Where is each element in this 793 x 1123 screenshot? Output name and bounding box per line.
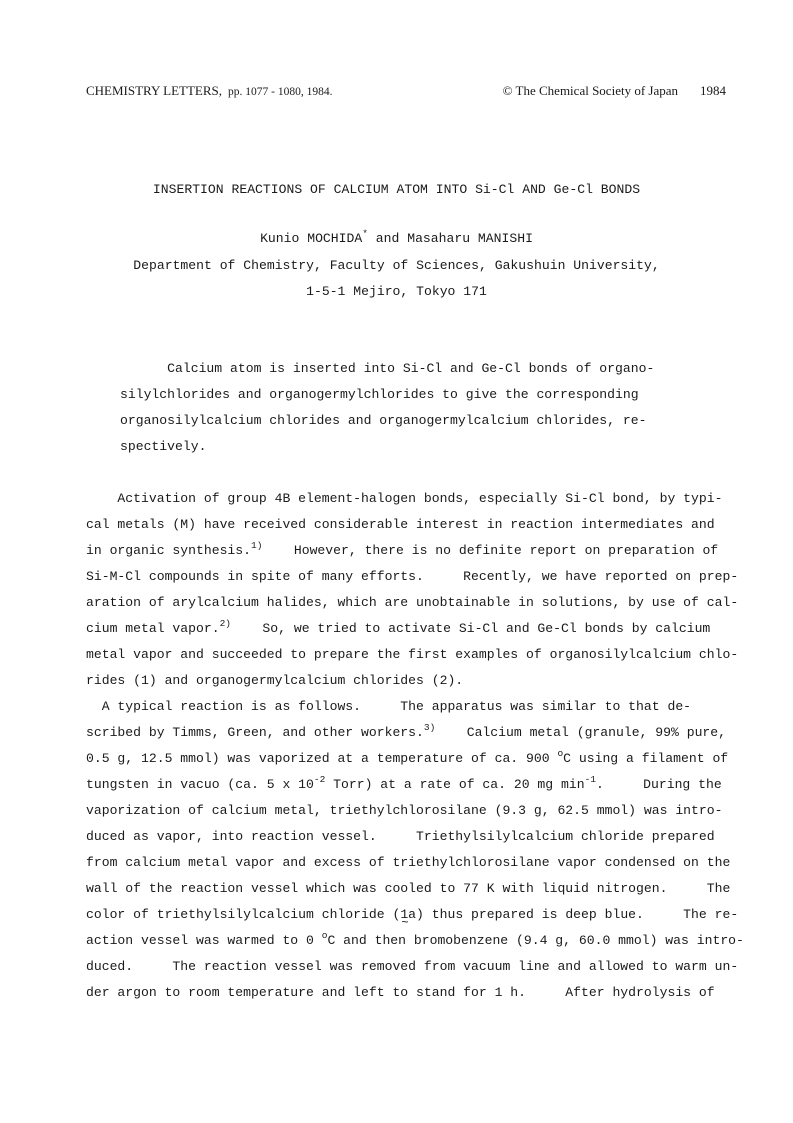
- body-line: [86, 930, 744, 948]
- page-range: pp. 1077 - 1080, 1984.: [228, 86, 333, 98]
- body-line: duced. The reaction vessel was removed from vacuum line and allowed to warm un-: [86, 959, 739, 974]
- body-text: C and then bromobenzene (9.4 g, 60.0 mmol) was intro-: [327, 933, 744, 948]
- body-text: Torr) at a rate of ca. 20 mg min: [325, 777, 585, 792]
- body-text: in organic synthesis.: [86, 543, 252, 558]
- reference-marker: 2): [219, 618, 231, 629]
- running-header: [86, 83, 726, 101]
- body-text: tungsten in vacuo (ca. 5 x 10: [86, 777, 314, 792]
- journal-name: CHEMISTRY LETTERS,: [86, 83, 223, 98]
- body-line: [86, 774, 722, 792]
- degree-symbol: o: [321, 930, 328, 941]
- copyright-notice: [503, 83, 726, 99]
- journal-citation: [86, 83, 333, 99]
- author-name-rest: and Masaharu MANISHI: [367, 231, 533, 246]
- body-text: ) thus prepared is deep blue. The re-: [416, 907, 739, 922]
- body-line: cal metals (M) have received considerable interest in reaction intermediates and: [86, 517, 715, 532]
- author-name: Kunio MOCHIDA: [260, 231, 363, 246]
- body-text: However, there is no definite report on preparation of: [262, 543, 719, 558]
- paper-title: INSERTION REACTIONS OF CALCIUM ATOM INTO Si-Cl AND Ge-Cl BONDS: [152, 182, 641, 197]
- reference-marker: 3): [423, 722, 436, 733]
- body-text: action vessel was warmed to 0: [86, 933, 322, 948]
- affiliation-line: Department of Chemistry, Faculty of Sciences, Gakushuin University,: [133, 258, 660, 273]
- body-line: vaporization of calcium metal, triethylchlorosilane (9.3 g, 62.5 mmol) was intro-: [86, 803, 723, 818]
- body-line: rides (1) and organogermylcalcium chlorides (2).: [86, 673, 464, 688]
- body-line: Si-M-Cl compounds in spite of many efforts. Recently, we have reported on prep-: [86, 569, 739, 584]
- reference-marker: 1): [251, 540, 263, 551]
- compound-label: 1a ~: [400, 908, 416, 921]
- body-text: scribed by Timms, Green, and other workers.: [86, 725, 424, 740]
- abstract-line: Calcium atom is inserted into Si-Cl and Ge-Cl bonds of organo-: [120, 361, 655, 376]
- abstract-line: silylchlorides and organogermylchlorides to give the corresponding: [120, 387, 639, 402]
- body-line: A typical reaction is as follows. The apparatus was similar to that de-: [86, 699, 692, 714]
- body-line: Activation of group 4B element-halogen bonds, especially Si-Cl bond, by typi-: [86, 491, 723, 506]
- abstract-line: organosilylcalcium chlorides and organogermylcalcium chlorides, re-: [120, 413, 647, 428]
- body-line: [86, 540, 719, 558]
- body-text: . During the: [596, 777, 722, 792]
- affiliation-address: 1-5-1 Mejiro, Tokyo 171: [306, 284, 487, 299]
- exponent: -1: [584, 774, 596, 785]
- body-text: color of triethylsilylcalcium chloride (: [86, 907, 401, 922]
- body-line: [86, 618, 711, 636]
- body-text: cium metal vapor.: [86, 621, 220, 636]
- body-text: So, we tried to activate Si-Cl and Ge-Cl bonds by calcium: [230, 621, 711, 636]
- body-line: [86, 748, 729, 766]
- degree-symbol: o: [557, 748, 564, 759]
- body-line: der argon to room temperature and left to stand for 1 h. After hydrolysis of: [86, 985, 715, 1000]
- copyright-text: © The Chemical Society of Japan: [502, 83, 678, 98]
- body-line: [86, 722, 727, 740]
- corresponding-author-marker: *: [362, 228, 368, 239]
- abstract-line: spectively.: [120, 439, 207, 454]
- body-text: Calcium metal (granule, 99% pure,: [435, 725, 727, 740]
- body-line: duced as vapor, into reaction vessel. Triethylsilylcalcium chloride prepared: [86, 829, 715, 844]
- body-line: wall of the reaction vessel which was cooled to 77 K with liquid nitrogen. The: [86, 881, 731, 896]
- exponent: -2: [313, 774, 326, 785]
- body-line: metal vapor and succeeded to prepare the first examples of organosilylcalcium chlo-: [86, 647, 739, 662]
- body-line: from calcium metal vapor and excess of triethylchlorosilane vapor condensed on the: [86, 855, 731, 870]
- body-line: aration of arylcalcium halides, which are unobtainable in solutions, by use of cal-: [86, 595, 739, 610]
- author-line: [0, 228, 793, 246]
- body-text: C using a filament of: [563, 751, 729, 766]
- copyright-year: 1984: [700, 83, 726, 98]
- body-line: [86, 908, 738, 921]
- body-text: 0.5 g, 12.5 mmol) was vaporized at a temperature of ca. 900: [86, 751, 558, 766]
